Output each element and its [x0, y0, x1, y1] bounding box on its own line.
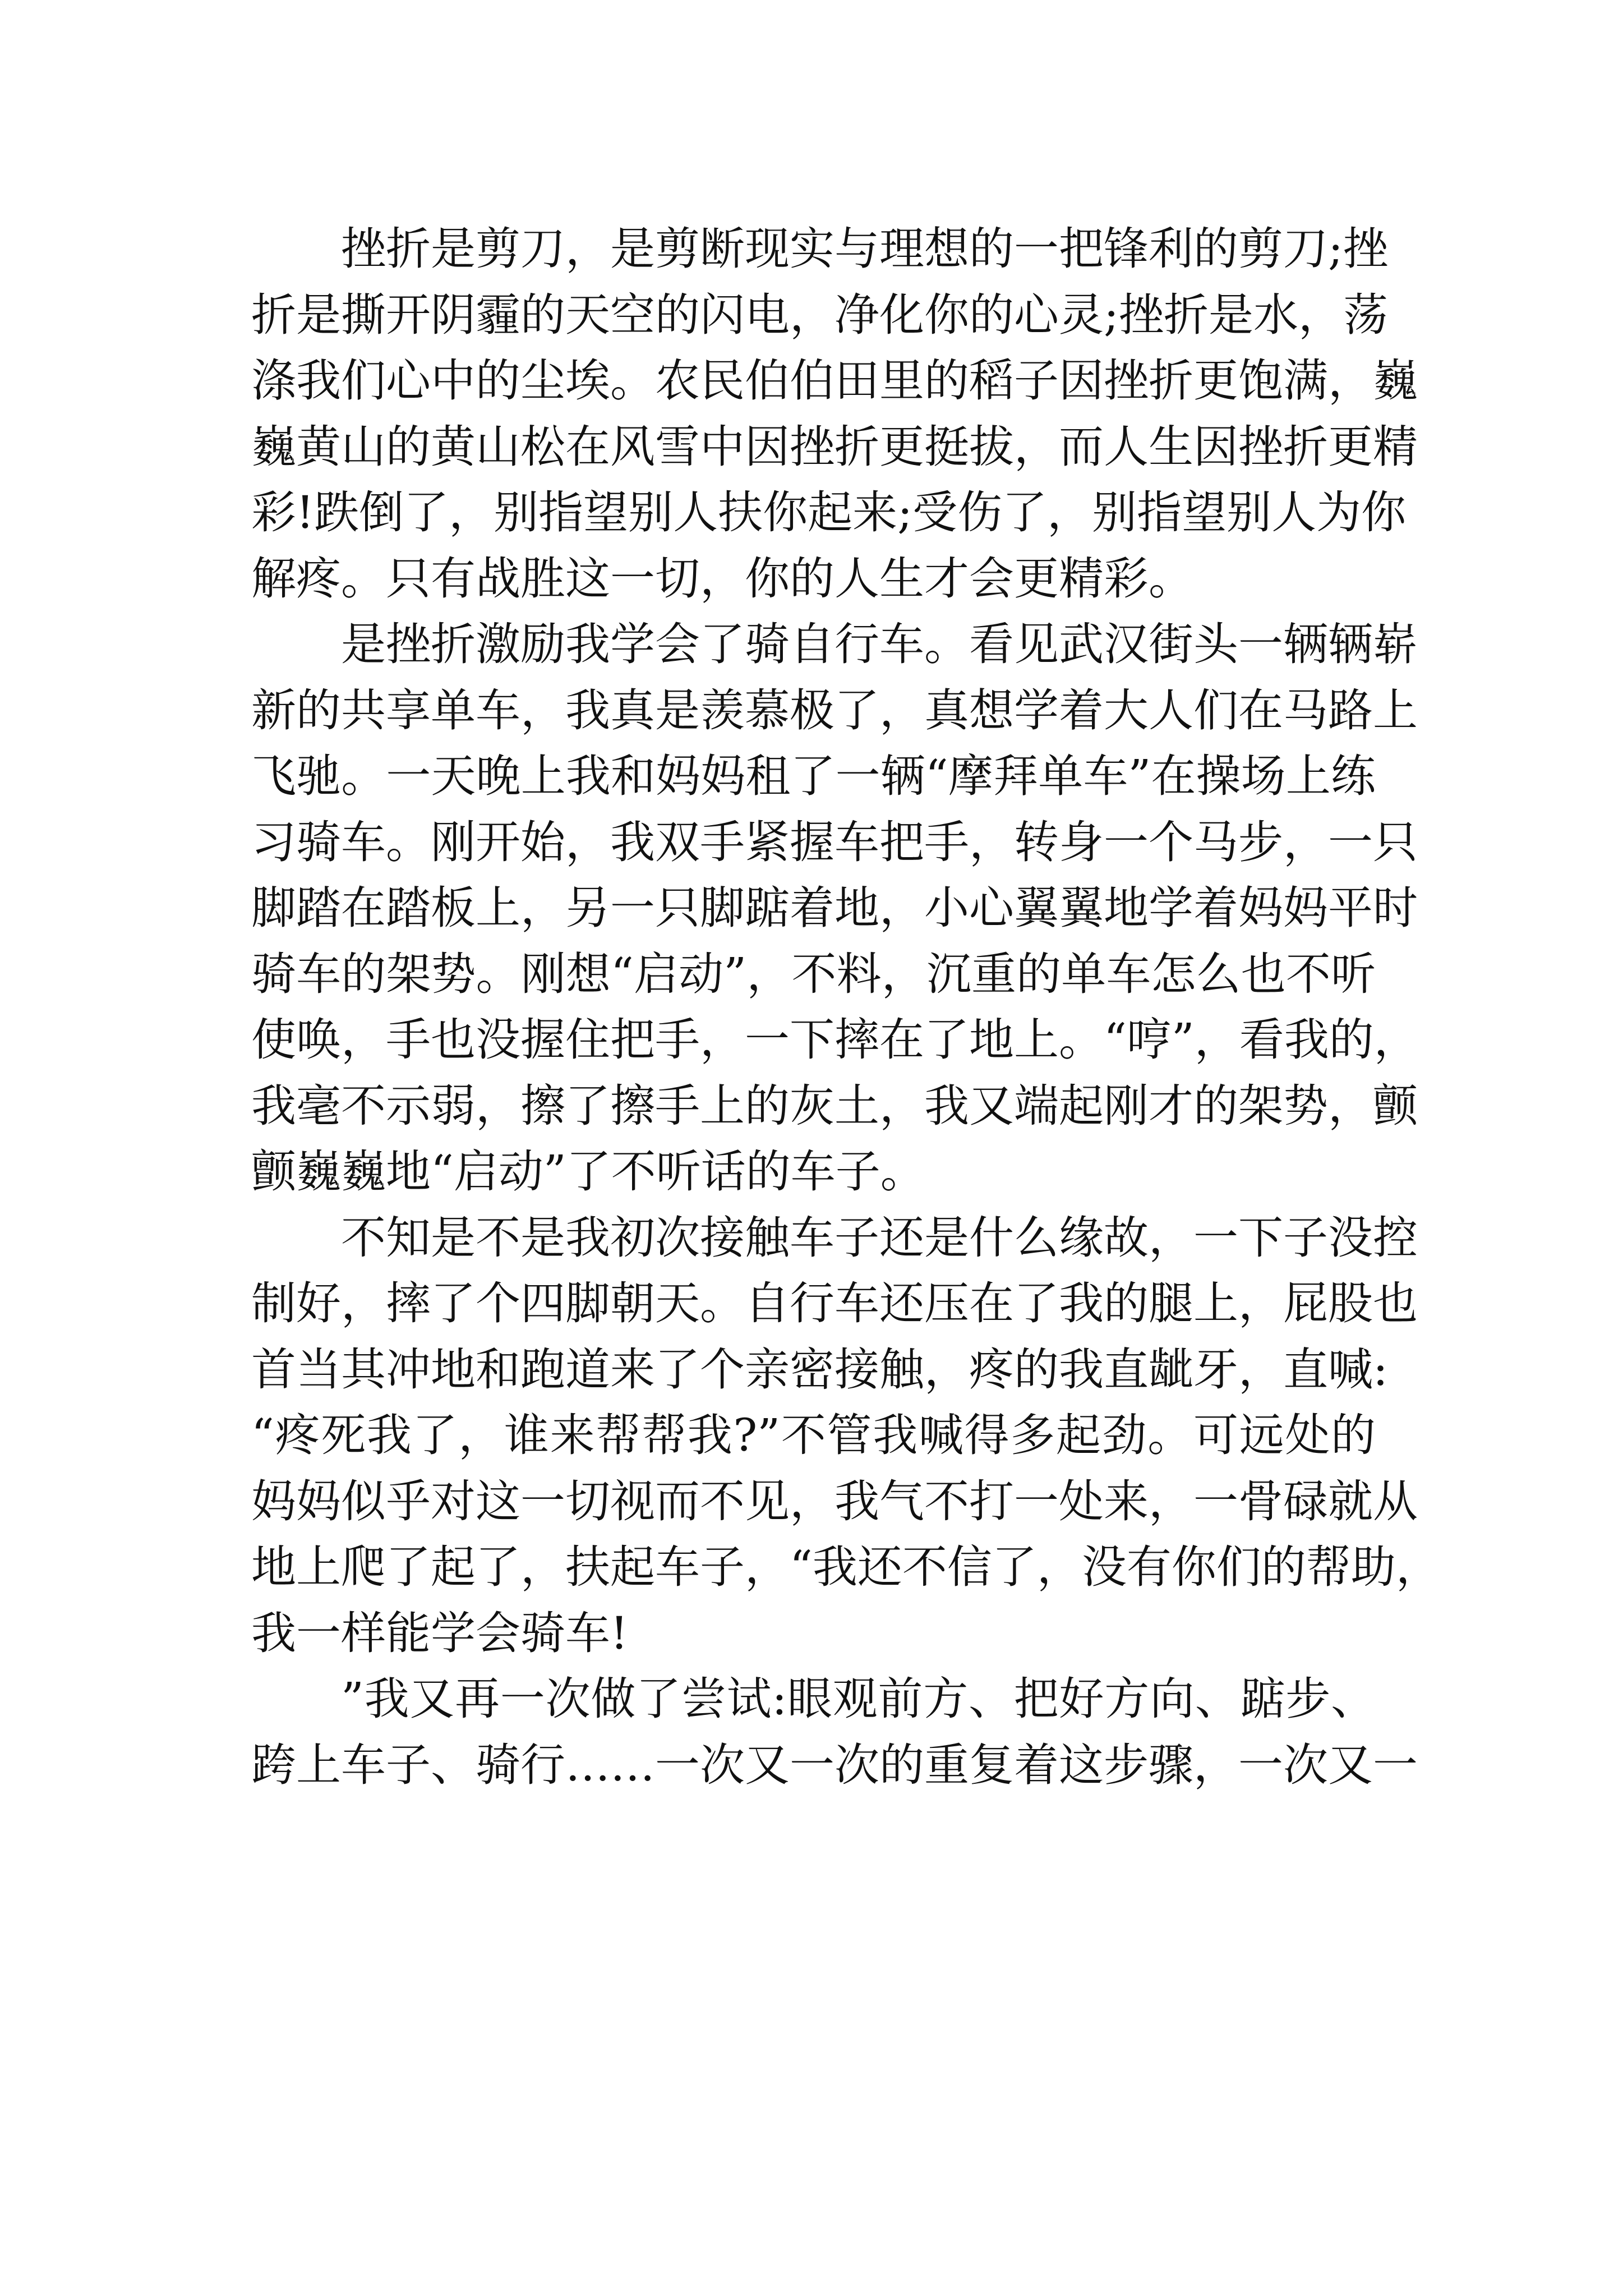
text-line: 脚踏在踏板上，另一只脚踮着地，小心翼翼地学着妈妈平时	[251, 882, 1418, 934]
text-line: 首当其冲地和跑道来了个亲密接触，疼的我直龇牙，直喊:	[251, 1343, 1388, 1396]
text-line: ”我又再一次做了尝试:眼观前方、把好方向、踮步、	[341, 1673, 1376, 1725]
text-line: 骑车的架势。刚想“启动”，不料，沉重的单车怎么也不听	[251, 947, 1376, 1000]
text-line: 地上爬了起了，扶起车子，“我还不信了，没有你们的帮助，	[251, 1541, 1441, 1593]
text-line: “疼死我了，谁来帮帮我?”不管我喊得多起劲。可远处的	[251, 1409, 1376, 1461]
text-line: 使唤，手也没握住把手，一下摔在了地上。“哼”，看我的，	[251, 1014, 1419, 1066]
text-line: 解疼。只有战胜这一切，你的人生才会更精彩。	[251, 552, 1193, 605]
body-text	[251, 216, 1441, 1798]
text-line: 颤巍巍地“启动”了不听话的车子。	[251, 1145, 925, 1198]
text-line: 折是撕开阴霾的天空的闪电，净化你的心灵;挫折是水，荡	[251, 288, 1388, 341]
text-line: 飞驰。一天晚上我和妈妈租了一辆“摩拜单车”在操场上练	[251, 750, 1376, 802]
text-line: 我一样能学会骑车!	[251, 1607, 629, 1659]
text-line: 我毫不示弱，擦了擦手上的灰土，我又端起刚才的架势，颤	[251, 1079, 1418, 1132]
text-line: 妈妈似乎对这一切视而不见，我气不打一处来，一骨碌就从	[251, 1475, 1418, 1527]
text-line: 跨上车子、骑行……一次又一次的重复着这步骤，一次又一	[251, 1738, 1418, 1791]
text-line: 是挫折激励我学会了骑自行车。看见武汉街头一辆辆崭	[341, 618, 1418, 670]
text-line: 巍黄山的黄山松在风雪中因挫折更挺拔，而人生因挫折更精	[251, 420, 1418, 473]
text-line: 不知是不是我初次接触车子还是什么缘故，一下子没控	[341, 1211, 1418, 1264]
text-line: 涤我们心中的尘埃。农民伯伯田里的稻子因挫折更饱满，巍	[251, 355, 1418, 407]
text-line: 新的共享单车，我真是羡慕极了，真想学着大人们在马路上	[251, 684, 1418, 737]
text-line: 习骑车。刚开始，我双手紧握车把手，转身一个马步，一只	[251, 816, 1418, 868]
text-line: 彩!跌倒了，别指望别人扶你起来;受伤了，别指望别人为你	[251, 486, 1407, 539]
text-line: 挫折是剪刀，是剪断现实与理想的一把锋利的剪刀;挫	[341, 223, 1388, 275]
text-line: 制好，摔了个四脚朝天。自行车还压在了我的腿上，屁股也	[251, 1277, 1418, 1329]
